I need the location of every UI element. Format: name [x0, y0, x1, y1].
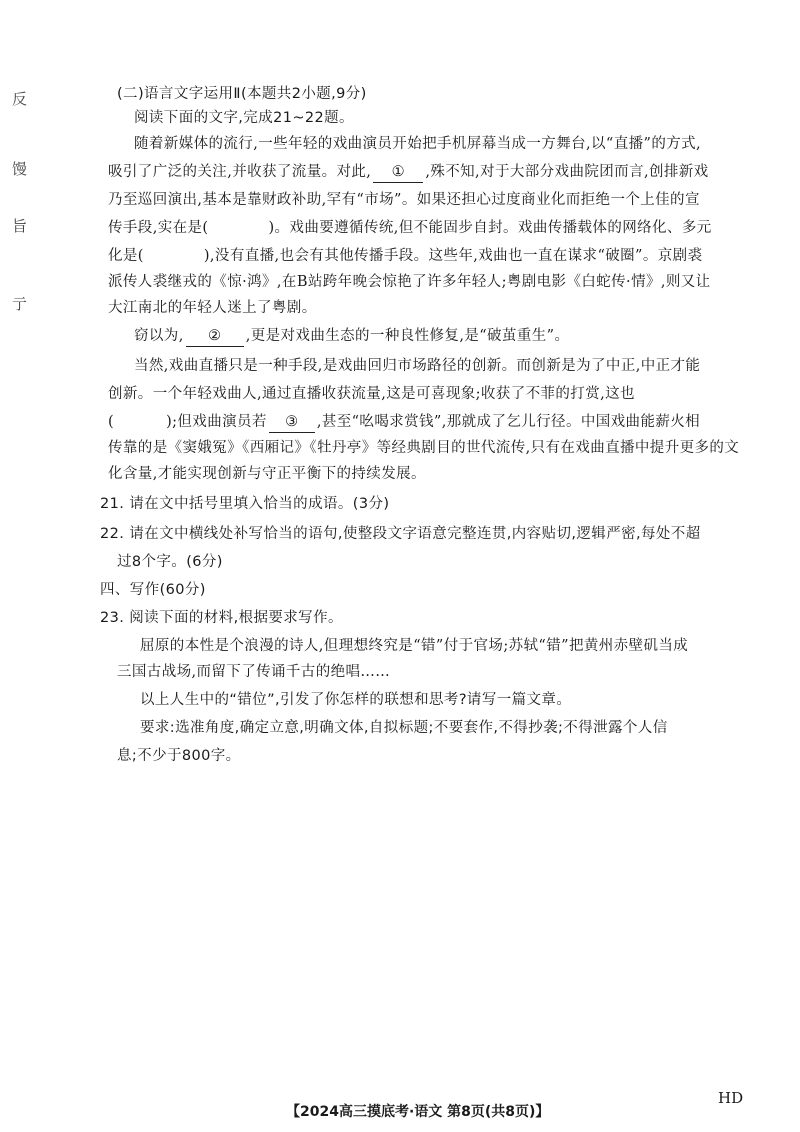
passage-p1-l7: 大江南北的年轻人迷上了粤剧。 — [108, 300, 317, 316]
passage-p1-l3: 乃至巡回演出,基本是靠财政补助,罕有“市场”。如果还担心过度商业化而拒绝一个上佳的宣 — [108, 192, 700, 208]
margin-char: 反 — [12, 90, 28, 108]
material-l2: 三国古战场,而留下了传诵千古的绝唱…… — [117, 664, 391, 680]
margin-char: 亍 — [12, 295, 28, 313]
requirements-l1: 要求:选准角度,确定立意,明确文体,自拟标题;不要套作,不得抄袭;不得泄露个人信 — [140, 720, 668, 736]
text: ( — [108, 414, 115, 430]
text: );但戏曲演员若 — [166, 414, 267, 430]
passage-p1-l1: 随着新媒体的流行,一些年轻的戏曲演员开始把手机屏幕当成一方舞台,以“直播”的方式, — [134, 136, 702, 152]
text: ,甚至“吆喝求赏钱”,那就成了乞儿行径。中国戏曲能薪火相 — [316, 414, 701, 430]
material-l1: 屈原的本性是个浪漫的诗人,但理想终究是“错”付于官场;苏轼“错”把黄州赤壁矶当成 — [140, 638, 689, 654]
instruction: 阅读下面的文字,完成21~22题。 — [134, 110, 354, 126]
passage-p1-l5 — [108, 246, 702, 266]
passage-p1-l6: 派传人裘继戎的《惊·鸿》,在B站跨年晚会惊艳了许多年轻人;粤剧电影《白蛇传·情》,则又让 — [108, 274, 711, 290]
text: 化是( — [108, 248, 144, 264]
section-title: (二)语言文字运用Ⅱ(本题共2小题,9分) — [117, 86, 367, 102]
text: 吸引了广泛的关注,并收获了流量。对此, — [108, 164, 372, 180]
passage-p3-l1: 当然,戏曲直播只是一种手段,是戏曲回归市场路径的创新。而创新是为了中正,中正才能 — [134, 358, 701, 374]
blank-3: ③ — [269, 412, 315, 433]
passage-p1-l4 — [108, 218, 712, 238]
text: ,更是对戏曲生态的一种良性修复,是“破茧重生”。 — [245, 328, 570, 344]
blank-2: ② — [186, 326, 244, 347]
text: ,殊不知,对于大部分戏曲院团而言,创排新戏 — [425, 164, 709, 180]
margin-char: 馒 — [12, 160, 28, 178]
passage-p2 — [134, 326, 569, 347]
text: 传手段,实在是( — [108, 220, 209, 236]
passage-p1-l2 — [108, 162, 709, 183]
blank-1: ① — [373, 162, 423, 183]
margin-char: 旨 — [12, 217, 28, 235]
text: ),没有直播,也会有其他传播手段。这些年,戏曲也一直在谋求“破圈”。京剧裘 — [203, 248, 703, 264]
question-21: 21. 请在文中括号里填入恰当的成语。(3分) — [100, 496, 390, 512]
question-22-l2: 过8个字。(6分) — [117, 554, 223, 570]
requirements-l2: 息;不少于800字。 — [117, 748, 241, 764]
writing-title: 四、写作(60分) — [100, 582, 206, 598]
passage-p3-l5: 化含量,才能实现创新与守正平衡下的持续发展。 — [108, 466, 426, 482]
text: 窃以为, — [134, 328, 184, 344]
corner-mark: HD — [718, 1089, 744, 1107]
question-22-l1: 22. 请在文中横线处补写恰当的语句,使整段文字语意完整连贯,内容贴切,逻辑严密,每处不超 — [100, 526, 701, 542]
page-footer: 【2024高三摸底考·语文 第8页(共8页)】 — [286, 1104, 550, 1120]
question-23: 23. 阅读下面的材料,根据要求写作。 — [100, 610, 343, 626]
writing-prompt: 以上人生中的“错位”,引发了你怎样的联想和思考?请写一篇文章。 — [140, 692, 572, 708]
passage-p3-l4: 传靠的是《窦娥冤》《西厢记》《牡丹亭》等经典剧目的世代流传,只有在戏曲直播中提升更多的文 — [108, 440, 740, 456]
passage-p3-l2: 创新。一个年轻戏曲人,通过直播收获流量,这是可喜现象;收获了不菲的打赏,这也 — [108, 386, 635, 402]
passage-p3-l3 — [108, 412, 700, 433]
text: )。戏曲要遵循传统,但不能固步自封。戏曲传播载体的网络化、多元 — [268, 220, 712, 236]
